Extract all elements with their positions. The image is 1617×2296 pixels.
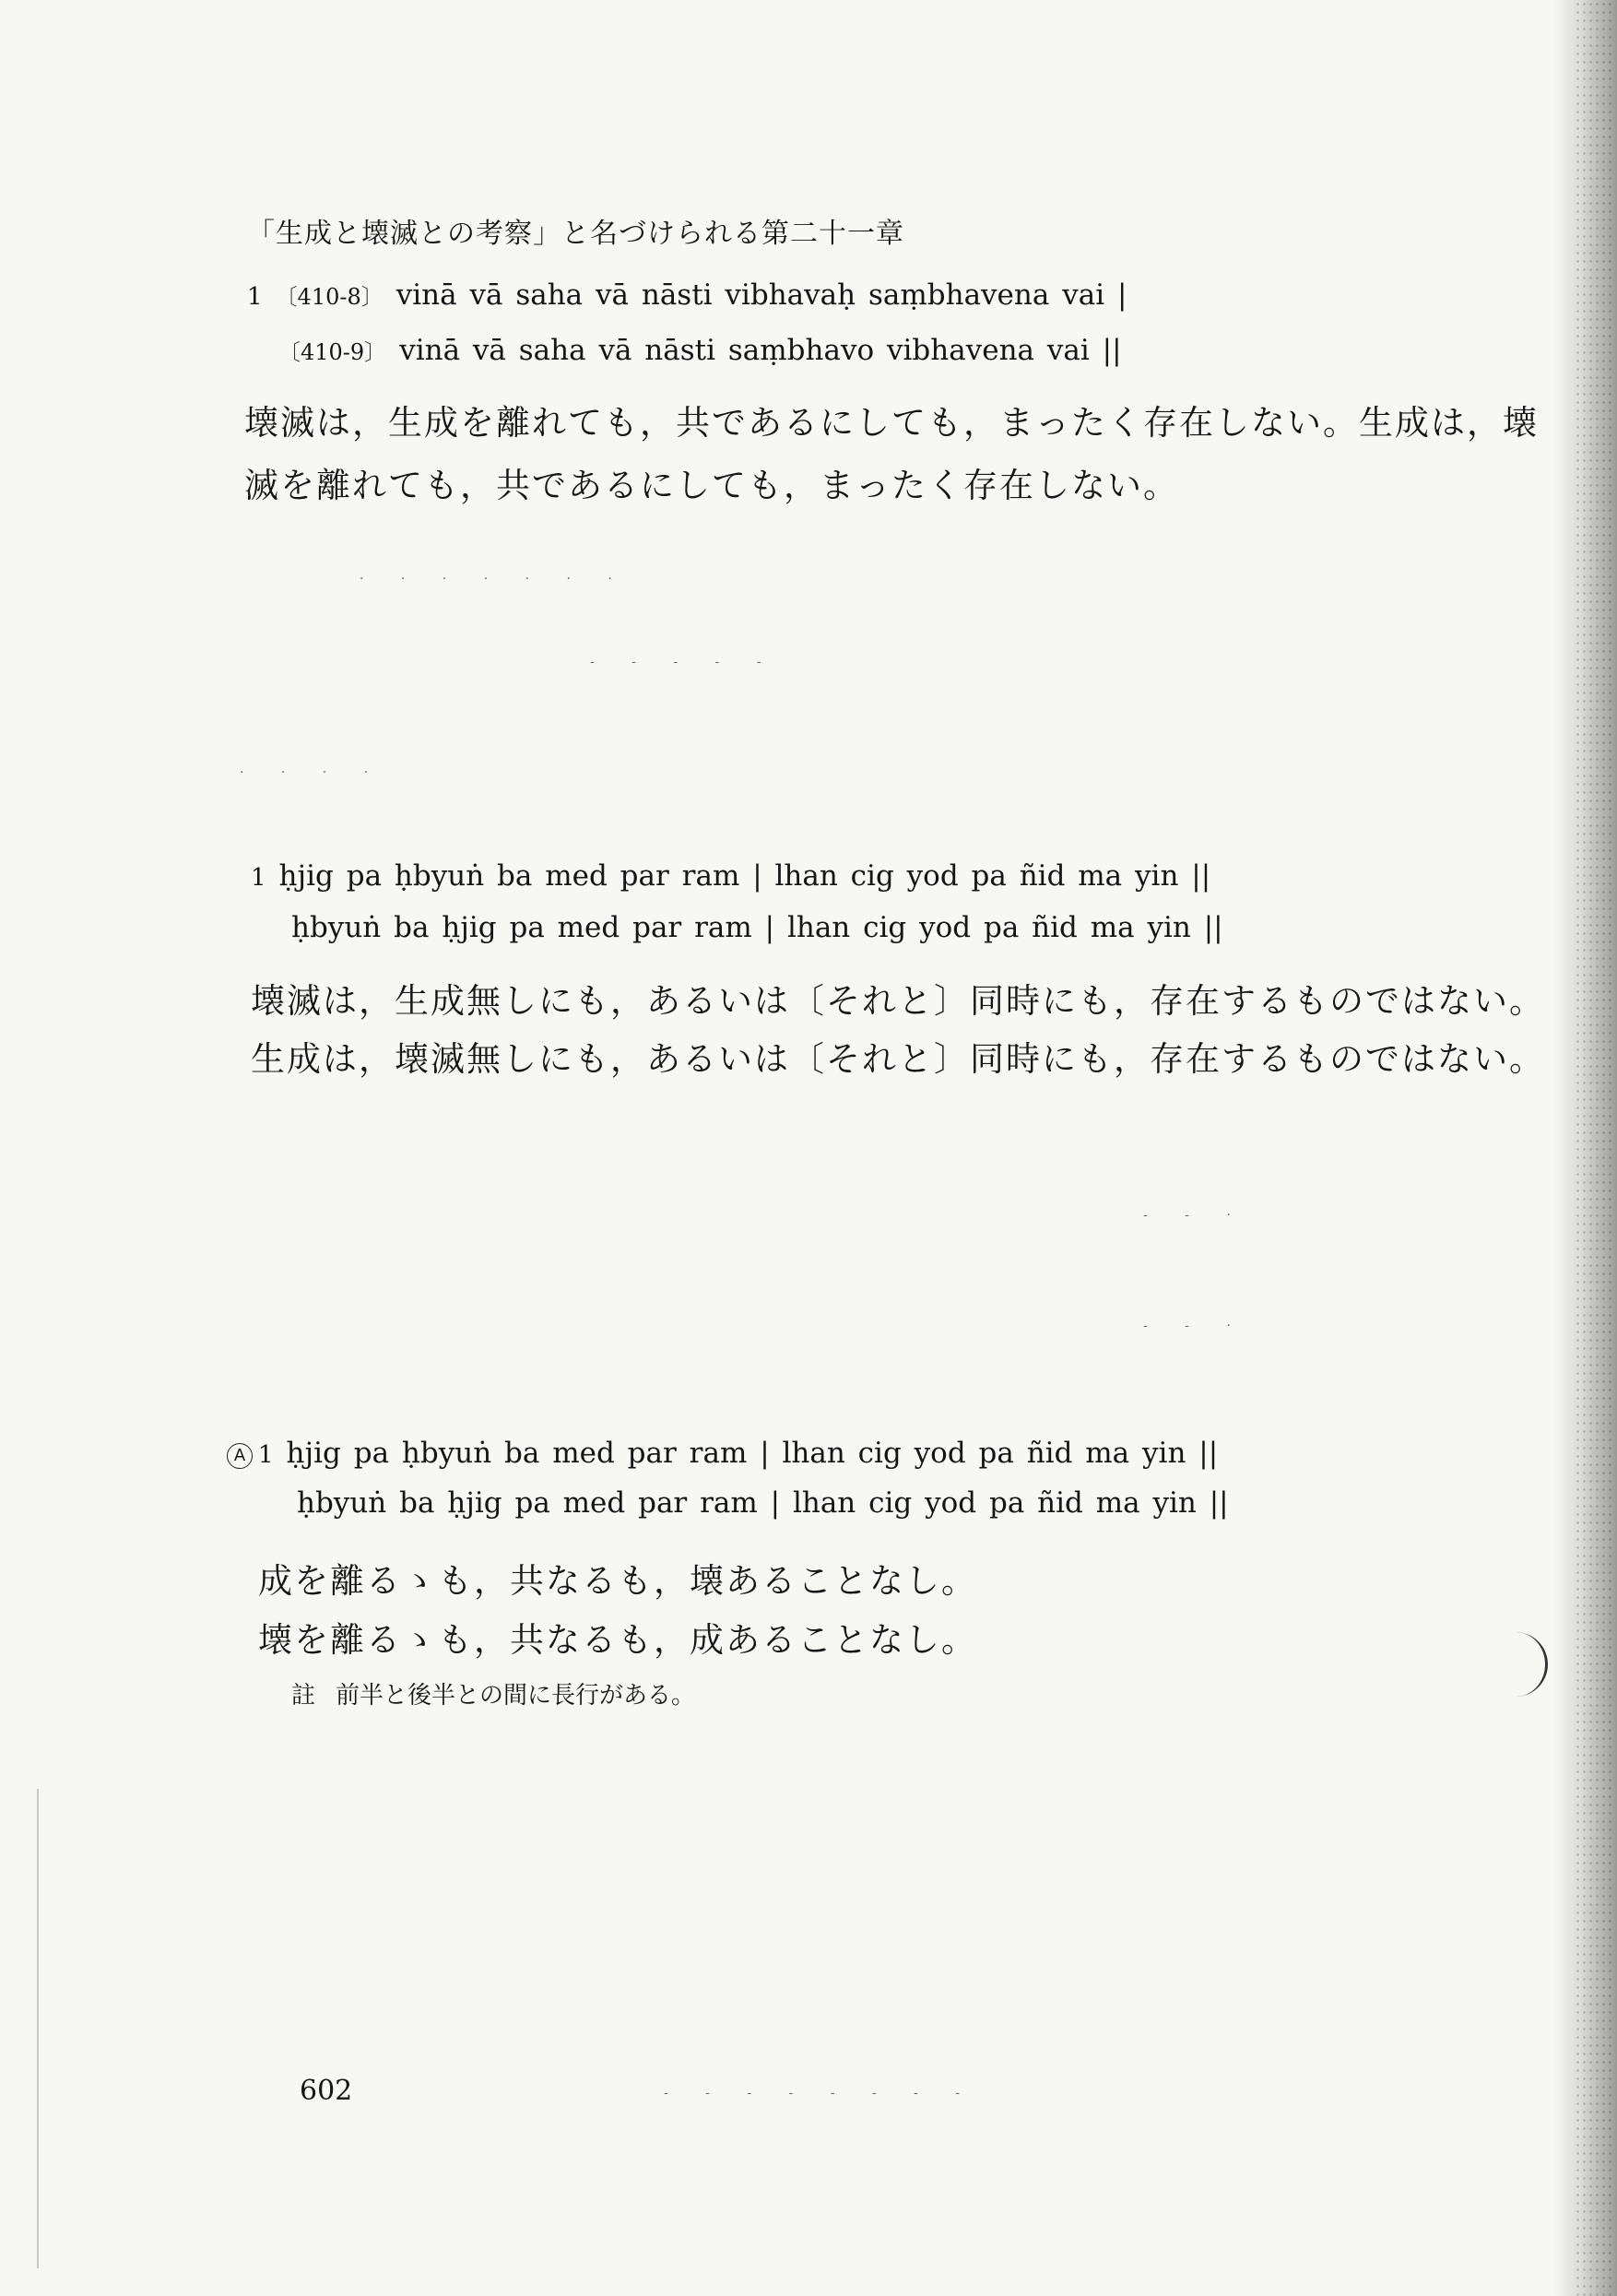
tib-verse-line-1 <box>251 858 1210 893</box>
tib-text-line-2: ḥbyuṅ ba ḥjig pa med par ram | lhan cig yod pa ñid ma yin || <box>291 911 1223 944</box>
scan-specks: - - · <box>1143 1319 1247 1333</box>
scan-curve-mark <box>1508 1632 1548 1697</box>
note-label: 註 <box>291 1682 316 1710</box>
a-translation-line-1: 成を離るゝも，共なるも，壊あることなし。 <box>258 1561 977 1601</box>
a-verse-line-1 <box>227 1435 1218 1470</box>
skt-reference-1: 〔410-8〕 <box>275 284 384 310</box>
scan-specks: - - · <box>1143 1208 1247 1223</box>
page-number: 602 <box>300 2075 353 2107</box>
scan-specks: · · · · · · · <box>360 572 629 586</box>
skt-verse-line-2 <box>278 332 1122 367</box>
a-translation-line-2: 壊を離るゝも，共なるも，成あることなし。 <box>258 1620 977 1660</box>
a-verse-number: 1 <box>258 1441 274 1469</box>
scan-specks: · · · · <box>240 765 385 780</box>
binding-mark <box>37 1789 39 2268</box>
skt-verse-number: 1 <box>247 283 263 311</box>
page-edge-noise <box>1575 0 1611 2296</box>
chapter-heading: 「生成と壊滅との考察」と名づけられる第二十一章 <box>247 218 904 250</box>
skt-translation-line-2: 滅を離れても，共であるにしても，まったく存在しない。 <box>244 466 1179 505</box>
tib-text-line-1: ḥjig pa ḥbyuṅ ba med par ram | lhan cig yod pa ñid ma yin || <box>278 859 1211 893</box>
a-text-line-1: ḥjig pa ḥbyuṅ ba med par ram | lhan cig yod pa ñid ma yin || <box>286 1437 1219 1470</box>
scan-specks: - - - - - - - - <box>664 2086 976 2101</box>
skt-verse-line-1 <box>247 277 1127 312</box>
skt-text-line-2: vinā vā saha vā nāsti saṃbhavo vibhavena vai || <box>399 334 1122 367</box>
scan-specks: - - - - - <box>590 655 778 669</box>
tib-translation-line-1: 壊滅は，生成無しにも，あるいは〔それと〕同時にも，存在するものではない。 <box>251 981 1545 1021</box>
tib-translation-line-2: 生成は，壊滅無しにも，あるいは〔それと〕同時にも，存在するものではない。 <box>251 1039 1545 1079</box>
skt-translation-line-1: 壊滅は，生成を離れても，共であるにしても，まったく存在しない。生成は，壊 <box>244 403 1539 443</box>
skt-reference-2: 〔410-9〕 <box>278 339 387 365</box>
skt-text-line-1: vinā vā saha vā nāsti vibhavaḥ saṃbhavena vai | <box>395 278 1127 312</box>
circled-a-marker: A <box>227 1443 253 1469</box>
tib-verse-number: 1 <box>251 864 266 892</box>
a-text-line-2: ḥbyuṅ ba ḥjig pa med par ram | lhan cig yod pa ñid ma yin || <box>297 1486 1229 1520</box>
note-text: 前半と後半との間に長行がある。 <box>336 1682 696 1710</box>
a-note <box>291 1676 695 1710</box>
